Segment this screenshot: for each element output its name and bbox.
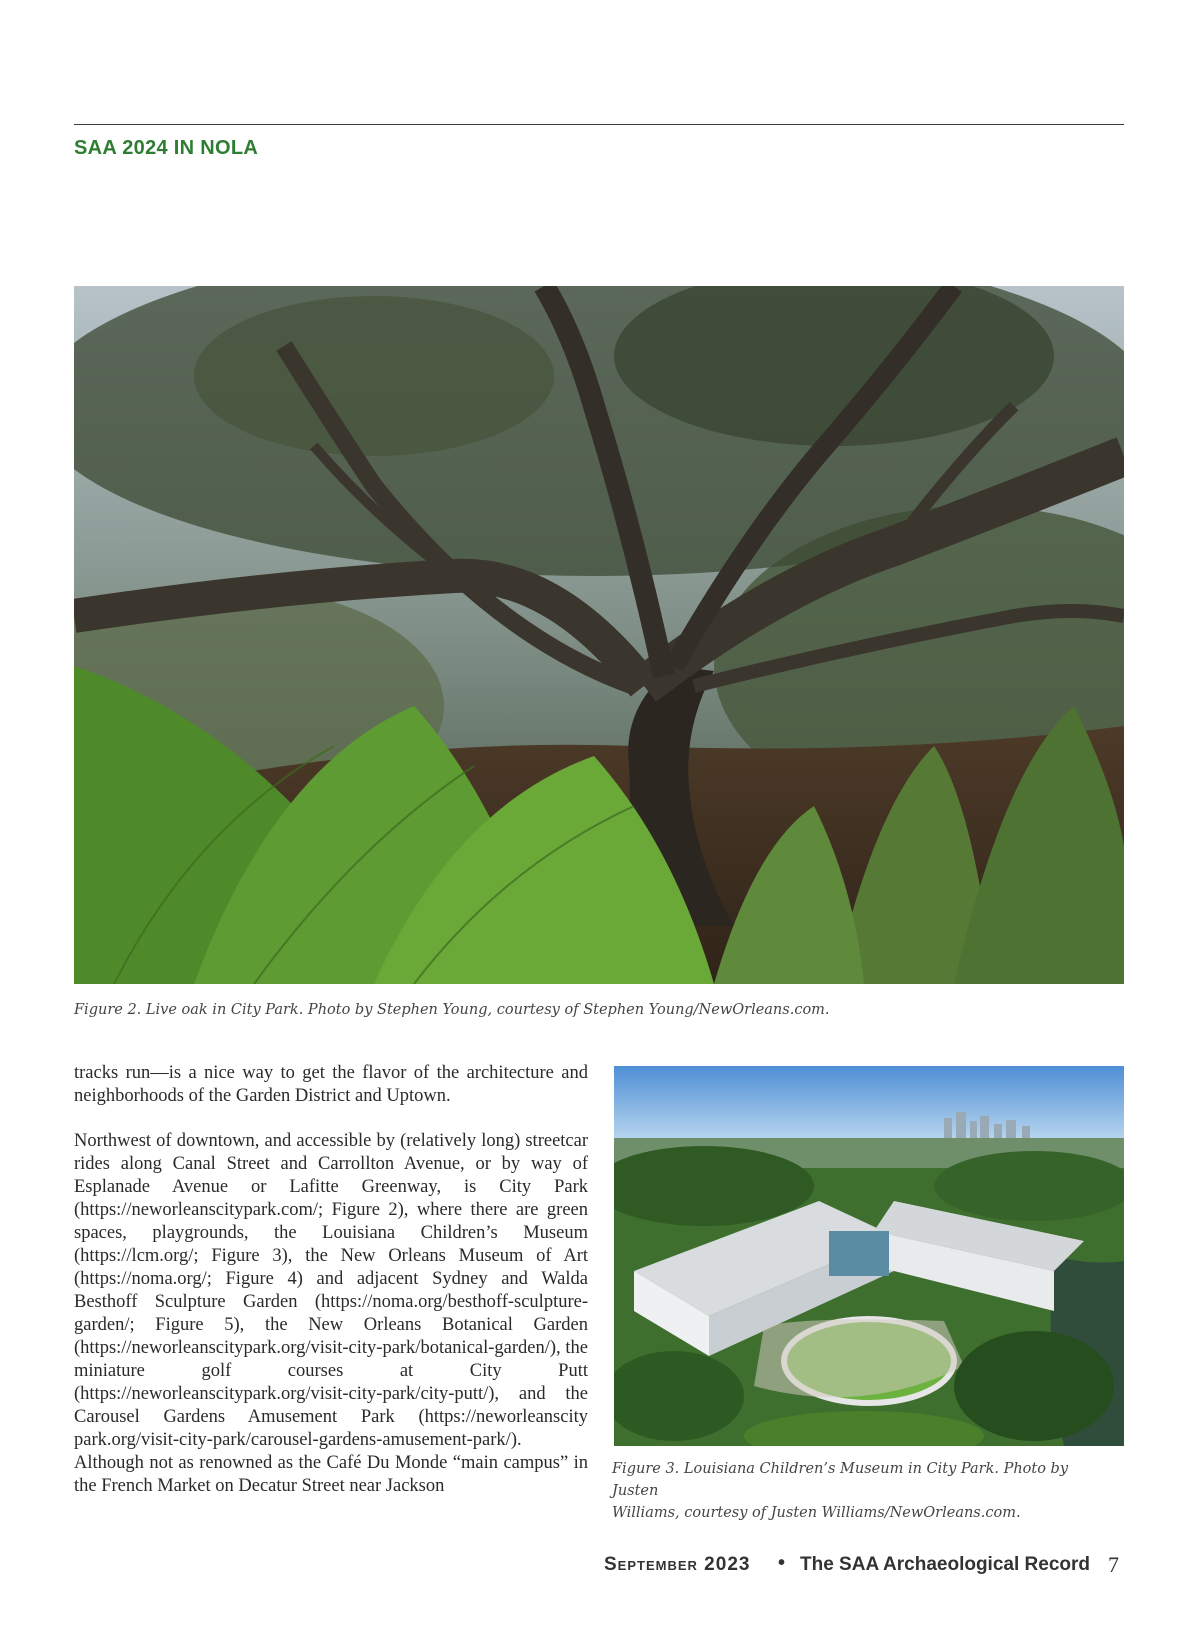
- figure-2-caption: Figure 2. Live oak in City Park. Photo by Stephen Young, courtesy of Stephen Young/NewOrleans.com.: [74, 1002, 830, 1018]
- section-title: SAA 2024 IN NOLA: [74, 137, 259, 159]
- paragraph: tracks run—is a nice way to get the flavor of the architecture and neighborhoods of the Garden District and Uptown.: [74, 1063, 588, 1106]
- caption-line: Figure 3. Louisiana Children’s Museum in City Park. Photo by Justen: [612, 1461, 1069, 1499]
- caption-line: Williams, courtesy of Justen Williams/NewOrleans.com.: [612, 1505, 1021, 1521]
- header-rule: [74, 124, 1124, 125]
- article-body: [74, 1062, 588, 1520]
- childrens-museum-photo: [614, 1066, 1124, 1446]
- figure-3-caption: [612, 1458, 1102, 1524]
- paragraph: Northwest of downtown, and accessible by (relatively long) streetcar rides along Canal Street and Carrollton Avenue, or by way of Esplanade Avenue or Lafitte Greenway, is City Park (https://neworleanscitypark.com/; Figure 2), where there are green spaces, playgrounds, the Louisiana Children’s Museum (https://lcm.org/; Figure 3), the New Orleans Museum of Art (https://noma.org/; Figure 4) and adjacent Sydney and Walda Besthoff Sculpture Garden (https://noma.org/besthoff-sculpture-garden/; Figure 5), the New Orleans Botanical Garden (https://neworleanscitypark.org/visit-city-park/botanical-garden/), the miniature golf courses at City Putt (https://neworleanscitypark.org/visit-city-park/city-putt/), and the Carousel Gardens Amusement Park (https://neworleanscity park.org/visit-city-park/carousel-gardens-amusement-park/). Although not as renowned as the Café Du Monde “main campus” in the French Market on Decatur Street near Jackson: [74, 1131, 588, 1496]
- page-footer: [560, 1552, 1130, 1582]
- footer-bullet: •: [778, 1552, 786, 1574]
- page-number: 7: [1108, 1552, 1119, 1577]
- journal-title: The SAA Archaeological Record: [800, 1554, 1090, 1575]
- issue-date: September 2023: [604, 1554, 751, 1575]
- live-oak-photo: [74, 286, 1124, 984]
